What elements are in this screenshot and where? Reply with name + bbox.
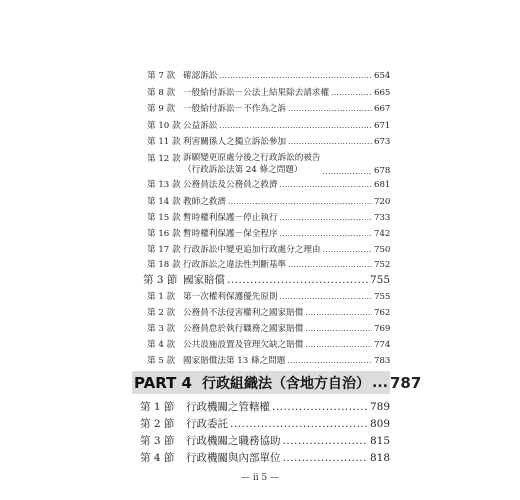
entry-title: 公務員法及公務員之救濟 — [183, 180, 278, 190]
toc-entry — [147, 290, 390, 302]
toc-entry — [147, 306, 390, 318]
toc-section — [140, 450, 390, 464]
entry-page: 774 — [374, 340, 391, 350]
dot-leader — [227, 274, 368, 286]
toc-section — [140, 416, 390, 430]
section-title: 行政委託 — [186, 418, 228, 430]
entry-page: 678 — [374, 166, 391, 176]
section-number: 第 4 節 — [140, 452, 175, 464]
entry-number: 第 15 款 — [147, 213, 181, 223]
entry-title — [183, 152, 321, 176]
dot-leader — [305, 341, 372, 349]
toc-entry — [147, 322, 390, 334]
part-page: 787 — [389, 373, 422, 392]
entry-title: 公務員不法侵害權利之國家賠償 — [183, 308, 304, 318]
section-title: 國家賠償 — [183, 274, 225, 286]
dot-leader — [230, 418, 368, 430]
entry-title: 教師之救濟 — [183, 197, 226, 207]
dot-leader — [305, 325, 372, 333]
part-header — [132, 371, 422, 394]
section-page: 755 — [370, 274, 391, 286]
entry-title: 第一次權利保護優先原則 — [183, 292, 278, 302]
entry-page: 654 — [374, 71, 391, 81]
dot-leader — [272, 401, 368, 413]
entry-number: 第 14 款 — [147, 197, 181, 207]
dot-leader — [280, 181, 372, 189]
entry-title: 利害關係人之獨立訴訟參加 — [183, 137, 287, 147]
entry-page: 667 — [374, 104, 391, 114]
entry-page: 750 — [374, 245, 391, 255]
section-page: 809 — [370, 418, 391, 430]
entry-title: 公共設施設置及管理欠缺之賠償 — [183, 340, 304, 350]
part-dots: ... — [372, 374, 388, 391]
section-number: 第 3 節 — [143, 274, 178, 286]
toc-entry — [147, 152, 390, 176]
entry-number: 第 13 款 — [147, 180, 181, 190]
entry-number: 第 9 款 — [147, 104, 176, 114]
toc-entry — [147, 338, 390, 350]
toc-entry — [147, 195, 390, 207]
entry-number: 第 17 款 — [147, 245, 181, 255]
dot-leader — [331, 89, 372, 97]
entry-title: 公務員怠於執行職務之國家賠償 — [183, 324, 304, 334]
entry-title: 國家賠償法第 13 條之問題 — [183, 356, 286, 366]
section-number: 第 2 節 — [140, 418, 175, 430]
section-number: 第 3 節 — [140, 435, 175, 447]
entry-title: 一般給付訴訟－公法上結果除去請求權 — [183, 88, 330, 98]
toc-section — [140, 433, 390, 447]
dot-leader — [228, 198, 372, 206]
entry-number: 第 3 款 — [147, 324, 176, 334]
section-page: 818 — [370, 452, 391, 464]
section-title: 行政機關與內部單位 — [186, 452, 281, 464]
entry-number: 第 8 款 — [147, 88, 176, 98]
toc-entry — [147, 243, 390, 255]
entry-title: 暫時權利保護－停止執行 — [183, 213, 278, 223]
entry-number: 第 5 款 — [147, 356, 176, 366]
entry-title: 公益訴訟 — [183, 121, 218, 131]
entry-page: 733 — [374, 213, 391, 223]
toc-entry — [147, 227, 390, 239]
entry-title: 一般給付訴訟－不作為之訴 — [183, 104, 287, 114]
toc-entry — [147, 119, 390, 131]
entry-page: 762 — [374, 308, 391, 318]
entry-number: 第 16 款 — [147, 229, 181, 239]
entry-page: 720 — [374, 197, 391, 207]
entry-title: 行政訴訟之違法性判斷基準 — [183, 260, 287, 270]
dot-leader — [287, 357, 372, 365]
dot-leader — [305, 309, 372, 317]
dot-leader — [288, 105, 372, 113]
part-label: PART 4 — [134, 373, 192, 392]
dot-leader — [288, 261, 372, 269]
section-title: 行政機關之職務協助 — [186, 435, 281, 447]
toc-section — [143, 272, 390, 286]
part-title: 行政組織法（含地方自治） — [202, 375, 370, 392]
dot-leader — [280, 293, 372, 301]
dot-leader — [283, 452, 369, 464]
entry-title: 確認訴訟 — [183, 71, 218, 81]
dot-leader — [219, 72, 372, 80]
entry-page: 665 — [374, 88, 391, 98]
section-page: 815 — [370, 435, 391, 447]
entry-title: 暫時權利保護－保全程序 — [183, 229, 278, 239]
entry-title-line-2: （行政訴訟法第 24 條之問題） — [183, 165, 303, 175]
section-page: 789 — [370, 401, 391, 413]
dot-leader — [323, 168, 372, 176]
dot-leader — [283, 435, 369, 447]
entry-number: 第 4 款 — [147, 340, 176, 350]
entry-page: 769 — [374, 324, 391, 334]
section-number: 第 1 節 — [140, 401, 175, 413]
dot-leader — [288, 138, 372, 146]
toc-entry — [147, 102, 390, 114]
page-footer: — ii 5 — — [240, 473, 280, 483]
toc-entry — [147, 354, 390, 366]
entry-page: 673 — [374, 137, 391, 147]
toc-entry — [147, 211, 390, 223]
dot-leader — [219, 122, 372, 130]
entry-number: 第 11 款 — [147, 137, 181, 147]
entry-page: 755 — [374, 292, 391, 302]
entry-number: 第 2 款 — [147, 308, 176, 318]
entry-title: 行政訴訟中變更追加行政處分之理由 — [183, 245, 321, 255]
entry-number: 第 12 款 — [147, 154, 181, 164]
entry-number: 第 7 款 — [147, 71, 176, 81]
entry-page: 671 — [374, 121, 391, 131]
entry-page: 681 — [374, 180, 391, 190]
entry-number: 第 1 款 — [147, 292, 176, 302]
toc-entry — [147, 135, 390, 147]
entry-page: 742 — [374, 229, 391, 239]
entry-page: 752 — [374, 260, 391, 270]
dot-leader — [280, 214, 372, 222]
entry-number: 第 18 款 — [147, 260, 181, 270]
dot-leader — [323, 246, 372, 254]
section-title: 行政機關之管轄權 — [186, 401, 270, 413]
toc-entry — [147, 86, 390, 98]
dot-leader — [280, 230, 372, 238]
toc-entry — [147, 178, 390, 190]
toc-section — [140, 399, 390, 413]
toc-entry — [147, 69, 390, 81]
entry-page: 783 — [374, 356, 391, 366]
entry-number: 第 10 款 — [147, 121, 181, 131]
toc-entry — [147, 258, 390, 270]
entry-title-line-1: 訴願變更原處分後之行政訴訟的被告 — [183, 153, 321, 163]
